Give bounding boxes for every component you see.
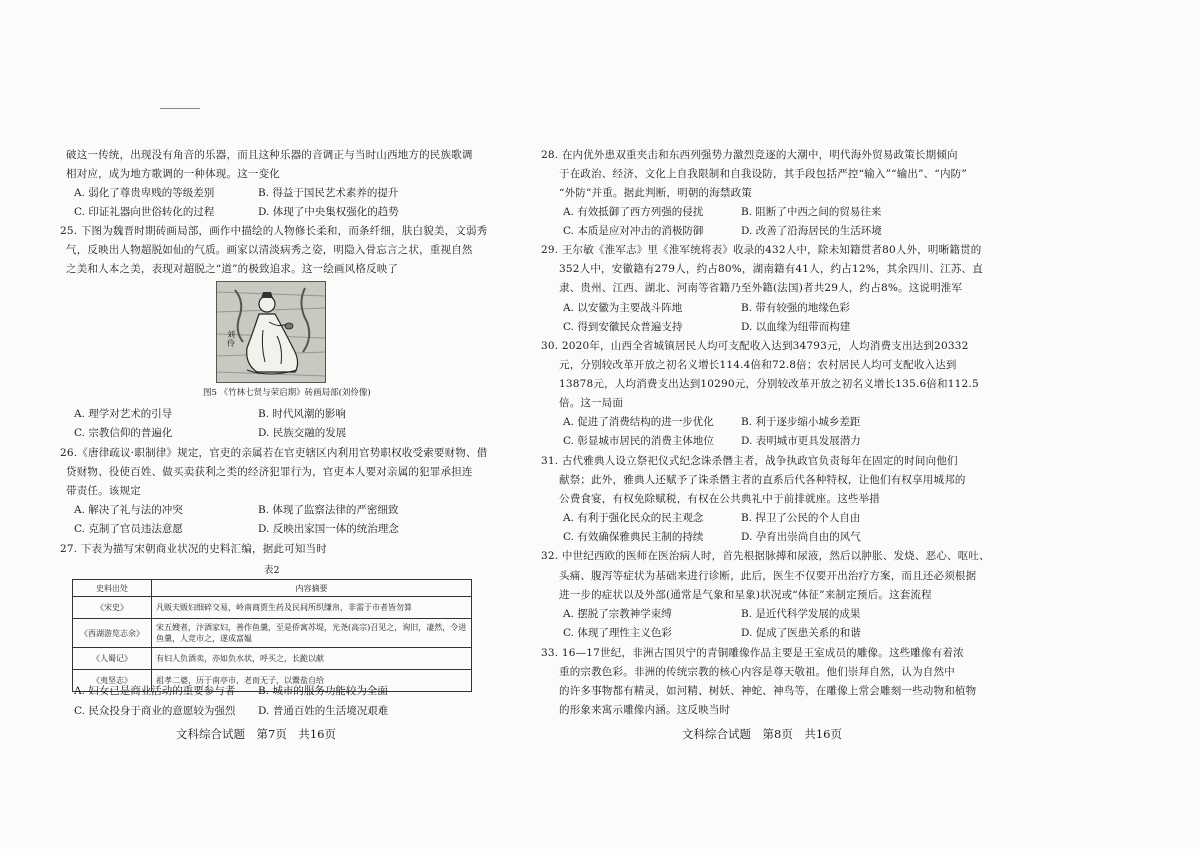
q26-stem-line-2: 贷财物、役使百姓、做买卖获利之类的经济犯罪行为，官吏本人要对亲属的犯罪承担连	[66, 466, 473, 478]
right-page	[541, 0, 1200, 849]
q29-stem-line-3: 隶、贵州、江西、湖北、河南等省籍乃至外籍(法国)者共29人，约占8%。这说明淮军	[559, 282, 963, 294]
table-header-row	[73, 580, 472, 597]
table-title: 表2	[264, 565, 280, 576]
table-row	[73, 597, 472, 619]
q31-stem-line-1: 31. 古代雅典人设立祭祀仪式纪念诛杀僭主者，战争执政官负责每年在固定的时间向他们	[541, 455, 958, 467]
q29-option-c: C. 得到安徽民众普遍支持	[563, 321, 683, 333]
q32-stem-line-1: 32. 中世纪西欧的医师在医治病人时，首先根据脉搏和尿液，然后以肿胀、发烧、恶心、呕吐、	[541, 550, 990, 562]
q24-option-d: D. 体现了中央集权强化的趋势	[258, 206, 399, 218]
q28-option-a: A. 有效抵御了西方列强的侵扰	[563, 206, 704, 218]
q25-option-a: A. 理学对艺术的引导	[74, 408, 173, 420]
q29-stem-line-1: 29. 王尔敏《淮军志》里《淮军统将表》收录的432人中，除未知籍贯者80人外，明晰籍贯的	[541, 244, 982, 256]
q25-stem-line-2: 气，反映出人物超脱如仙的气质。画家以清淡病秀之姿，明隐入骨忘言之状，重视自然	[66, 244, 473, 256]
q30-stem-line-1: 30. 2020年，山西全省城镇居民人均可支配收入达到34793元，人均消费支出达到20332	[541, 340, 969, 352]
liu-ling-brick-painting	[216, 281, 326, 383]
figure-caption: 图5 《竹林七贤与荣启期》砖画局部(刘伶像)	[203, 388, 371, 398]
q28-stem-line-2: 于在政治、经济、文化上自我限制和自我设防，其手段包括严控“输入”“输出”、“内防”	[559, 168, 967, 180]
table-cell-source: 《西湖游览志余》	[73, 619, 152, 648]
q24-option-a: A. 弱化了尊贵卑贱的等级差别	[74, 187, 215, 199]
q31-option-a: A. 有利于强化民众的民主观念	[563, 512, 704, 524]
table-cell-source: 《夷坚志》	[73, 670, 152, 692]
q33-stem-line-4: 的形象来寓示雕像内涵。这反映当时	[559, 704, 731, 716]
q30-stem-line-2: 元，分别较改革开放之初名义增长114.4倍和72.8倍；农村居民人均可支配收入达到	[559, 359, 957, 371]
q30-stem-line-4: 倍。这一局面	[559, 397, 624, 409]
song-commerce-table	[72, 579, 472, 692]
q27-option-c: C. 民众投身于商业的意愿较为强烈	[74, 705, 236, 717]
q27-option-a: A. 妇女已是商业活动的重要参与者	[74, 685, 236, 697]
q28-stem-line-3: “外防”并重。据此判断，明朝的海禁政策	[559, 187, 753, 199]
q26-option-b: B. 体现了监察法律的严密细致	[258, 504, 399, 516]
q30-option-c: C. 彰显城市居民的消费主体地位	[563, 435, 714, 447]
liu-ling-seal-label: 刘伶	[227, 330, 235, 348]
q33-stem-line-2: 重的宗教色彩。非洲的传统宗教的核心内容是尊天敬祖。他们崇拜自然，认为自然中	[559, 666, 955, 678]
q32-option-a: A. 摆脱了宗教神学束缚	[563, 608, 672, 620]
q28-option-c: C. 本质是应对冲击的消极防御	[563, 225, 704, 237]
q26-stem-line-3: 带责任。该规定	[66, 485, 141, 497]
q26-option-d: D. 反映出家国一体的统治理念	[258, 523, 399, 535]
table-header-summary: 内容摘要	[152, 580, 472, 597]
q31-option-c: C. 有效确保雅典民主制的持续	[563, 531, 704, 543]
table-cell-summary: 有妇人负酒卖，亦如负水状，呼买之，长跪以献	[152, 648, 472, 670]
q29-option-d: D. 以血缘为纽带而构建	[741, 321, 851, 333]
q32-stem-line-2: 头痛、腹泻等症状为基础来进行诊断，此后，医生不仅要开出治疗方案，而且还必须根据	[559, 570, 977, 582]
page-footer-right: 文科综合试题 第8页 共16页	[682, 727, 842, 741]
q27-option-d: D. 普通百姓的生活境况艰难	[258, 705, 389, 717]
q25-stem-line-3: 之美和人本之美，表现对超脱之“道”的极致追求。这一绘画风格反映了	[66, 263, 399, 275]
q25-option-d: D. 民族交融的发展	[258, 427, 347, 439]
q25-option-c: C. 宗教信仰的普遍化	[74, 427, 173, 439]
q31-option-b: B. 捍卫了公民的个人自由	[741, 512, 861, 524]
table-cell-summary: 祖孝二婆，历于南亭市，老而无子，以鬻盐自给	[152, 670, 472, 692]
q24-option-c: C. 印证礼器向世俗转化的过程	[74, 206, 215, 218]
table-cell-summary: 凡贩夫贩妇细碎交易，岭南商贾生药及民间所织缣帛，非需于市者皆勿算	[152, 597, 472, 619]
q27-option-b: B. 城市的服务功能较为全面	[258, 685, 388, 697]
page-footer-left: 文科综合试题 第7页 共16页	[176, 727, 336, 741]
q26-option-c: C. 克制了官员违法意愿	[74, 523, 183, 535]
q30-option-d: D. 表明城市更具发展潜力	[741, 435, 861, 447]
q30-option-b: B. 利于逐步缩小城乡差距	[741, 416, 861, 428]
table-cell-source: 《宋史》	[73, 597, 152, 619]
table-header-source: 史料出处	[73, 580, 152, 597]
q29-option-a: A. 以安徽为主要战斗阵地	[563, 302, 683, 314]
q30-option-a: A. 促进了消费结构的进一步优化	[563, 416, 714, 428]
q32-option-d: D. 促成了医患关系的和谐	[741, 627, 861, 639]
q27-stem: 27. 下表为描写宋朝商业状况的史料汇编，据此可知当时	[60, 543, 327, 555]
q31-stem-line-3: 公费食宴，有权免除赋税，有权在公共典礼中于前排就座。这些举措	[559, 493, 880, 505]
q25-stem-line-1: 25. 下图为魏晋时期砖画局部，画作中描绘的人物修长柔和，而条纤细，肤白貌美，文弱秀	[60, 225, 488, 237]
q31-stem-line-2: 献祭；此外，雅典人还赋予了诛杀僭主者的直系后代各种特权，让他们有权享用城邦的	[559, 474, 966, 486]
q29-stem-line-2: 352人中，安徽籍有279人，约占80%，湖南籍有41人，约占12%，其余四川、江苏、直	[559, 263, 983, 275]
q24-stem-line-1: 破这一传统，出现没有角音的乐器，而且这种乐器的音调正与当时山西地方的民族歌调	[66, 149, 473, 161]
q28-option-b: B. 阻断了中西之间的贸易往来	[741, 206, 882, 218]
q26-stem-line-1: 26.《唐律疏议·职制律》规定，官吏的亲属若在官吏辖区内利用官势职权收受索要财物、借	[60, 447, 488, 459]
pen-mark	[160, 108, 200, 109]
q33-stem-line-3: 的许多事物都有精灵，如河精、树妖、神蛇、神鸟等，在雕像上常会雕刻一些动物和植物	[559, 685, 977, 697]
q24-option-b: B. 得益于国民艺术素养的提升	[258, 187, 399, 199]
q24-stem-line-2: 相对应，成为地方歌调的一种体现。这一变化	[66, 168, 280, 180]
q32-option-c: C. 体现了理性主义色彩	[563, 627, 672, 639]
q31-option-d: D. 孕育出崇尚自由的风气	[741, 531, 861, 543]
q25-option-b: B. 时代风潮的影响	[258, 408, 346, 420]
q29-option-b: B. 带有较强的地缘色彩	[741, 302, 850, 314]
q26-option-a: A. 解决了礼与法的冲突	[74, 504, 183, 516]
q32-option-b: B. 是近代科学发展的成果	[741, 608, 861, 620]
table-row	[73, 619, 472, 648]
table-row	[73, 648, 472, 670]
q28-option-d: D. 改善了沿海居民的生活环境	[741, 225, 882, 237]
q32-stem-line-3: 进一步的症状以及外部(通常是气象和星象)状况或“体征”来制定预后。这套流程	[559, 589, 932, 601]
q30-stem-line-3: 13878元，人均消费支出达到10290元，分别较改革开放之初名义增长135.6倍和112.5	[559, 378, 979, 390]
table-cell-summary: 宋五嫂者，汴酒家妇，善作鱼羹，至是侨寓苏堤，光尧(高宗)召见之，询旧，凄然，令进鱼羹，人竞市之，遂成富媪	[152, 619, 472, 648]
table-cell-source: 《人蜀记》	[73, 648, 152, 670]
q33-stem-line-1: 33. 16—17世纪，非洲古国贝宁的青铜雕像作品主要是王室成员的雕像。这些雕像有着浓	[541, 647, 964, 659]
q28-stem-line-1: 28. 在内优外患双重夹击和东西列强势力激烈竞逐的大潮中，明代海外贸易政策长期倾向	[541, 149, 958, 161]
